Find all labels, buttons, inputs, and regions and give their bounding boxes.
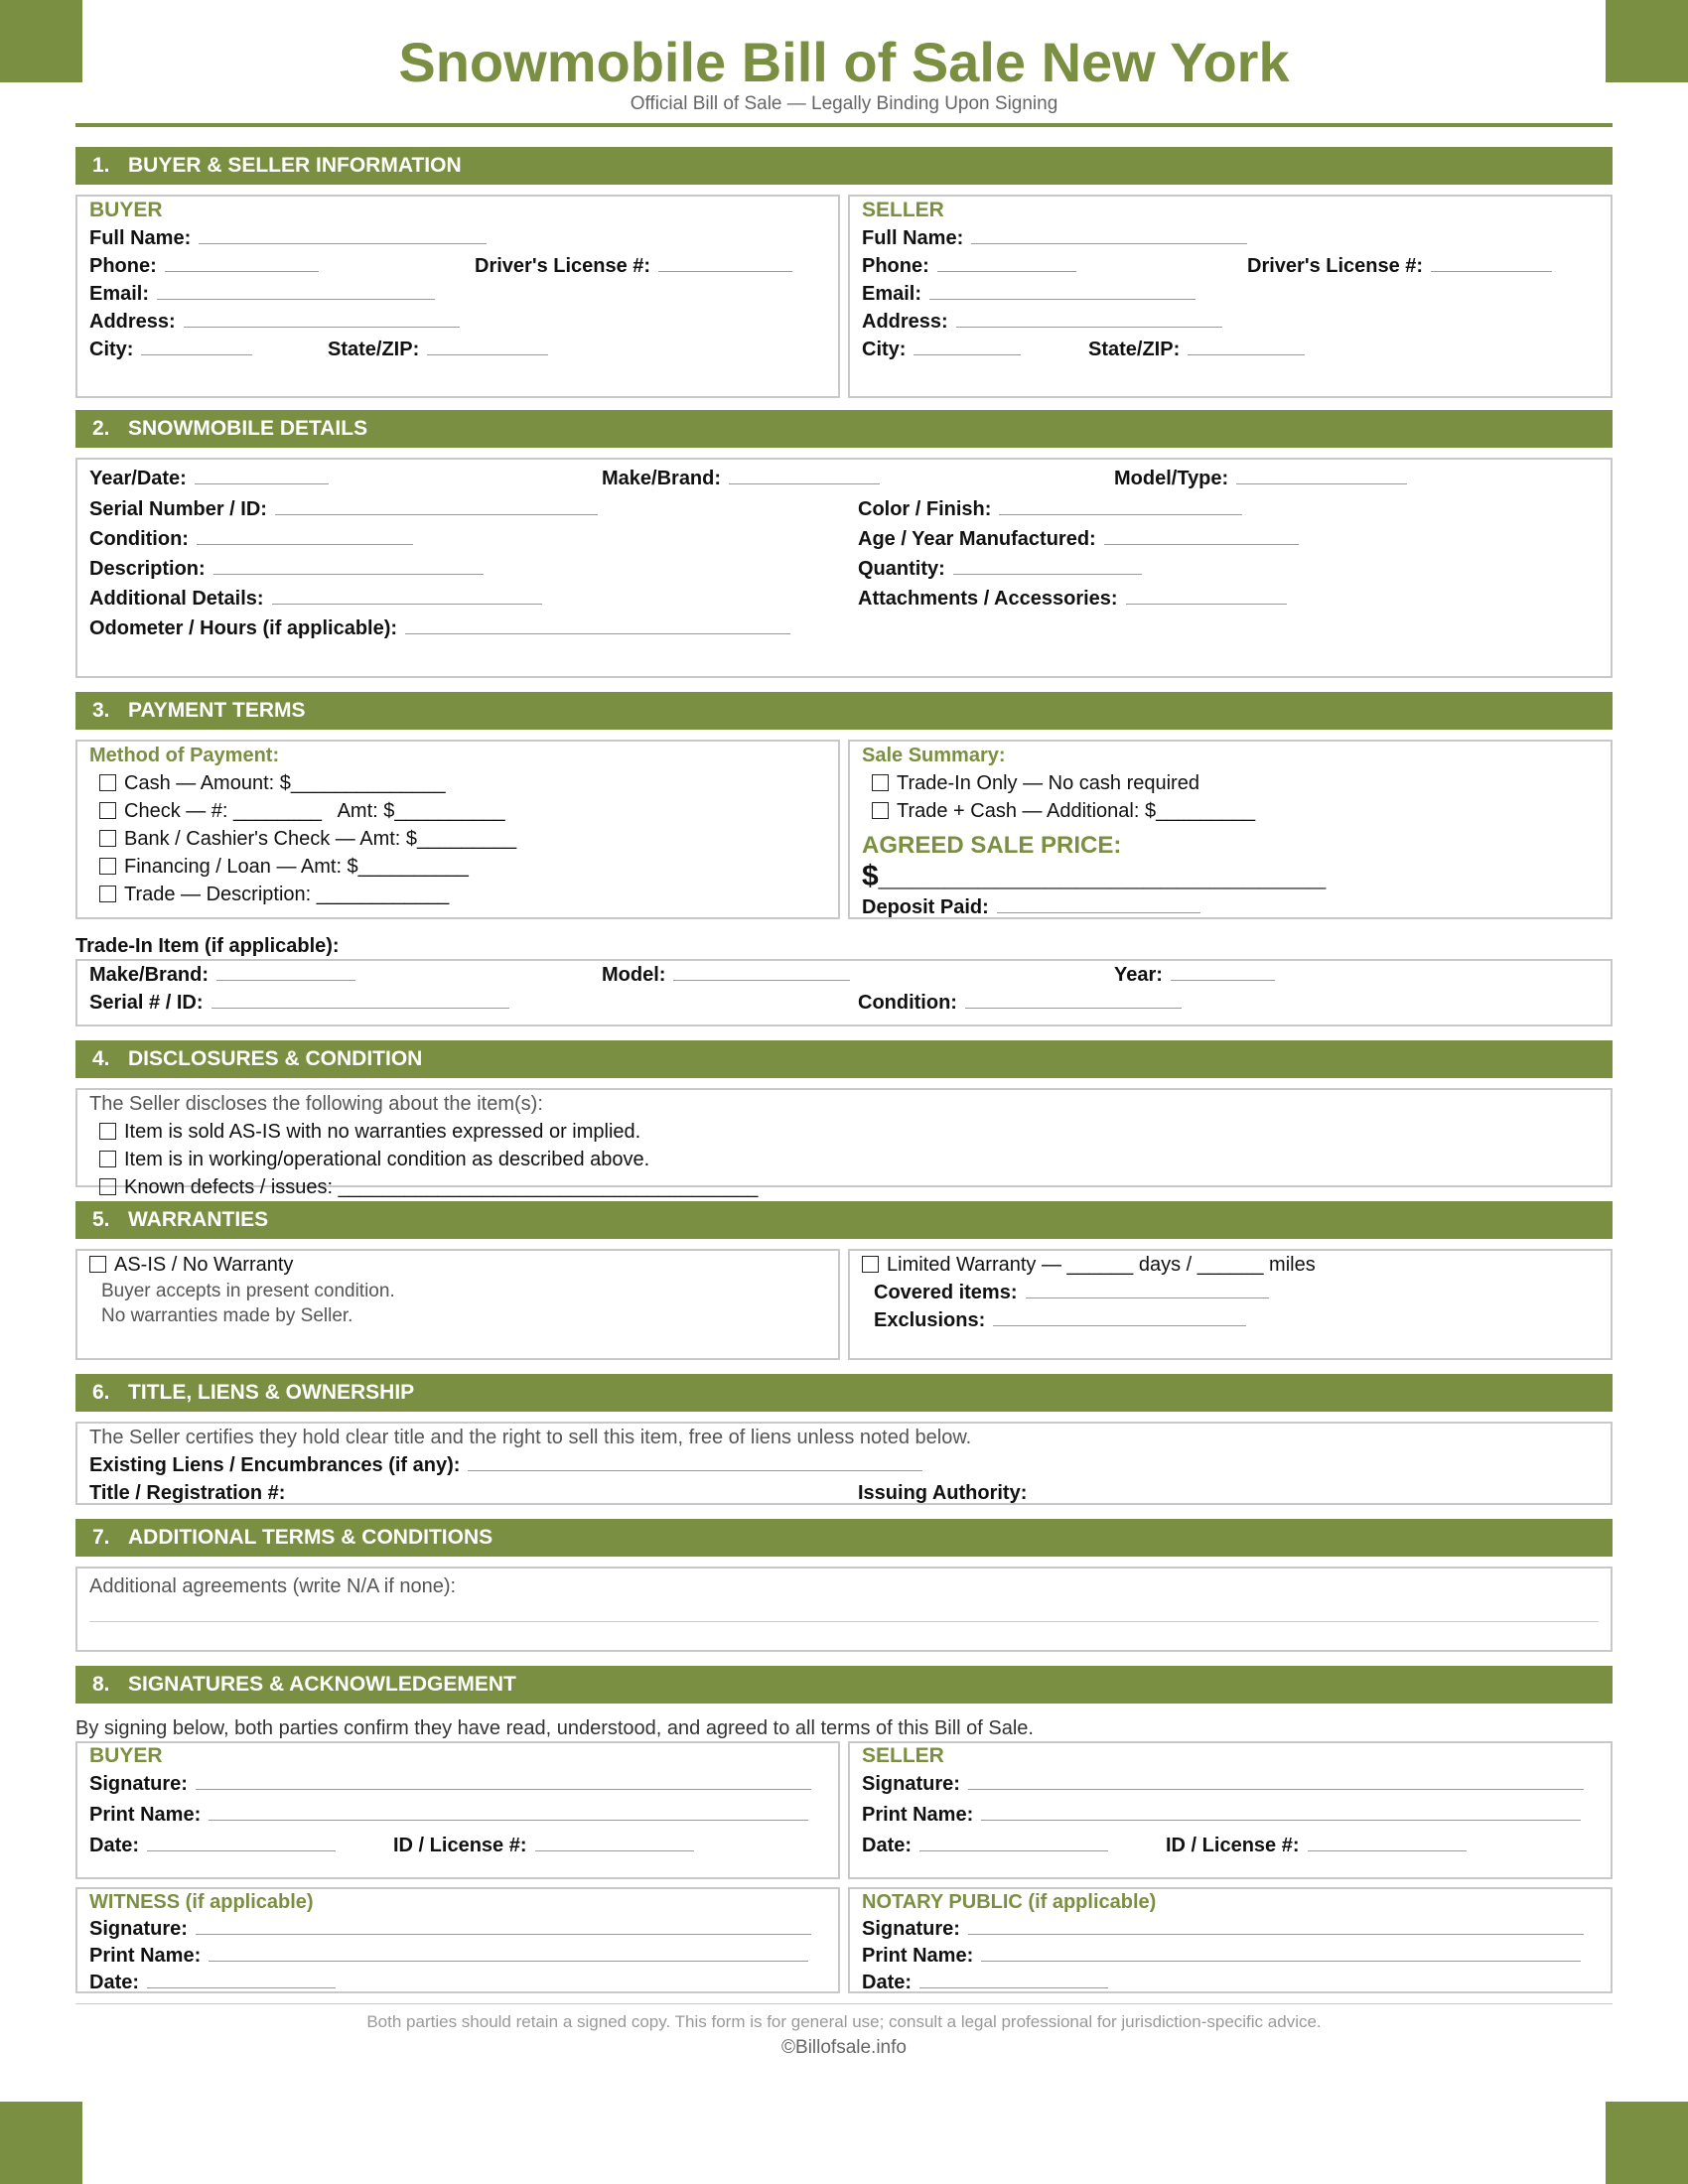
document-subtitle: Official Bill of Sale — Legally Binding Upon Signing xyxy=(630,93,1058,114)
covered-items-label: Covered items: xyxy=(874,1282,1018,1303)
sale-summary-heading: Sale Summary: xyxy=(862,745,1006,766)
section-3-title: PAYMENT TERMS xyxy=(128,699,306,722)
seller-full-name-field[interactable] xyxy=(971,226,1247,244)
buyer-phone-label: Phone: xyxy=(89,255,157,277)
seller-id-license-label: ID / License #: xyxy=(1166,1835,1300,1856)
section-8-number: 8. xyxy=(92,1673,110,1696)
as-is-disclosure-checkbox[interactable] xyxy=(99,1123,116,1140)
buyer-info-box xyxy=(75,195,840,398)
trade-checkbox[interactable] xyxy=(99,886,116,902)
buyer-full-name-label: Full Name: xyxy=(89,227,192,249)
trade-in-condition-label: Condition: xyxy=(858,992,957,1014)
additional-terms-field[interactable] xyxy=(89,1600,1599,1622)
corner-decoration-top-left xyxy=(0,0,82,82)
seller-city-field[interactable] xyxy=(914,338,1021,355)
buyer-state-zip-label: State/ZIP: xyxy=(328,339,420,360)
seller-heading: SELLER xyxy=(862,199,944,221)
seller-full-name-label: Full Name: xyxy=(862,227,964,249)
buyer-full-name-field[interactable] xyxy=(199,226,487,244)
witness-heading: WITNESS (if applicable) xyxy=(89,1891,314,1913)
seller-signature-heading: SELLER xyxy=(862,1744,944,1767)
notary-date-label: Date: xyxy=(862,1972,913,1993)
limited-warranty-box xyxy=(848,1249,1613,1360)
section-1-number: 1. xyxy=(92,154,110,177)
year-date-label: Year/Date: xyxy=(89,468,187,489)
witness-date-label: Date: xyxy=(89,1972,140,1993)
witness-print-name-field[interactable] xyxy=(209,1944,808,1962)
seller-info-box xyxy=(848,195,1613,398)
seller-email-label: Email: xyxy=(862,283,922,305)
document-page xyxy=(75,0,1613,2062)
seller-state-zip-field[interactable] xyxy=(1188,338,1305,355)
agreed-sale-price-label: AGREED SALE PRICE: xyxy=(862,832,1122,859)
seller-signature-field[interactable] xyxy=(968,1772,1584,1790)
trade-in-heading: Trade-In Item (if applicable): xyxy=(75,935,340,957)
section-3-header xyxy=(75,692,1613,730)
notary-signature-box xyxy=(848,1887,1613,1993)
footer-note: Both parties should retain a signed copy. This form is for general use; consult a legal professional for jurisdiction-specific advice. xyxy=(366,2012,1322,2031)
corner-decoration-top-right xyxy=(1606,0,1688,82)
exclusions-field[interactable] xyxy=(993,1308,1246,1326)
trade-in-box xyxy=(75,959,1613,1026)
known-defects-checkbox[interactable] xyxy=(99,1178,116,1195)
seller-city-label: City: xyxy=(862,339,907,360)
additional-details-field[interactable] xyxy=(272,587,542,605)
section-1-title: BUYER & SELLER INFORMATION xyxy=(128,154,462,177)
buyer-city-label: City: xyxy=(89,339,134,360)
buyer-signature-heading: BUYER xyxy=(89,1744,163,1767)
check-option-label: Check — #: ________ Amt: $__________ xyxy=(124,800,505,822)
additional-details-label: Additional Details: xyxy=(89,588,264,610)
buyer-license-field[interactable] xyxy=(658,254,792,272)
buyer-id-license-field[interactable] xyxy=(535,1834,694,1851)
section-6-header xyxy=(75,1374,1613,1412)
description-label: Description: xyxy=(89,558,206,580)
seller-address-field[interactable] xyxy=(956,310,1222,328)
quantity-field[interactable] xyxy=(953,557,1142,575)
make-brand-label: Make/Brand: xyxy=(602,468,722,489)
notary-signature-label: Signature: xyxy=(862,1918,960,1940)
serial-number-label: Serial Number / ID: xyxy=(89,498,267,520)
disclosures-box xyxy=(75,1088,1613,1198)
seller-signature-box xyxy=(848,1741,1613,1879)
bank-check-option-label: Bank / Cashier's Check — Amt: $_________ xyxy=(124,828,517,850)
buyer-email-label: Email: xyxy=(89,283,150,305)
section-1-header xyxy=(75,147,1613,185)
buyer-heading: BUYER xyxy=(89,199,163,221)
section-5-body xyxy=(75,1249,1613,1360)
section-4-title: DISCLOSURES & CONDITION xyxy=(128,1047,423,1070)
color-finish-field[interactable] xyxy=(999,497,1242,515)
existing-liens-label: Existing Liens / Encumbrances (if any): xyxy=(89,1454,461,1476)
trade-in-year-label: Year: xyxy=(1114,964,1163,986)
section-7-title: ADDITIONAL TERMS & CONDITIONS xyxy=(128,1526,493,1549)
seller-date-field[interactable] xyxy=(919,1834,1108,1851)
section-7-header xyxy=(75,1519,1613,1557)
trade-in-make-label: Make/Brand: xyxy=(89,964,210,986)
agreed-sale-price-field[interactable]: $___________________________ xyxy=(862,860,1327,892)
condition-label: Condition: xyxy=(89,528,189,550)
trade-in-only-checkbox[interactable] xyxy=(872,774,889,791)
notary-print-name-field[interactable] xyxy=(981,1944,1581,1962)
section-2-number: 2. xyxy=(92,417,110,440)
section-4-number: 4. xyxy=(92,1047,110,1070)
trade-in-make-field[interactable] xyxy=(216,963,355,981)
trade-in-condition-field[interactable] xyxy=(965,991,1182,1009)
known-defects-label: Known defects / issues: ______________________________________ xyxy=(124,1176,759,1198)
seller-print-name-field[interactable] xyxy=(981,1803,1581,1821)
as-is-note-1: Buyer accepts in present condition. xyxy=(101,1281,395,1301)
corner-decoration-bottom-left xyxy=(0,2102,82,2184)
additional-terms-intro: Additional agreements (write N/A if none): xyxy=(89,1575,457,1597)
section-6-title: TITLE, LIENS & OWNERSHIP xyxy=(128,1381,415,1404)
buyer-id-license-label: ID / License #: xyxy=(393,1835,527,1856)
title-registration-label: Title / Registration #: xyxy=(89,1482,286,1504)
trade-in-model-label: Model: xyxy=(602,964,666,986)
corner-decoration-bottom-right xyxy=(1606,2102,1688,2184)
issuing-authority-label: Issuing Authority: xyxy=(858,1482,1028,1504)
document-title: Snowmobile Bill of Sale New York xyxy=(398,31,1290,93)
check-checkbox[interactable] xyxy=(99,802,116,819)
year-date-field[interactable] xyxy=(195,467,329,484)
notary-date-field[interactable] xyxy=(919,1971,1108,1988)
buyer-license-label: Driver's License #: xyxy=(475,255,651,277)
witness-notary-signatures xyxy=(75,1887,1613,1993)
seller-print-name-label: Print Name: xyxy=(862,1804,974,1826)
section-5-number: 5. xyxy=(92,1208,110,1231)
limited-warranty-checkbox[interactable] xyxy=(862,1256,879,1273)
section-8-title: SIGNATURES & ACKNOWLEDGEMENT xyxy=(128,1673,516,1696)
odometer-field[interactable] xyxy=(405,616,790,634)
model-type-label: Model/Type: xyxy=(1114,468,1229,489)
witness-signature-field[interactable] xyxy=(196,1917,811,1935)
seller-license-label: Driver's License #: xyxy=(1247,255,1424,277)
age-year-label: Age / Year Manufactured: xyxy=(858,528,1096,550)
seller-license-field[interactable] xyxy=(1431,254,1552,272)
odometer-label: Odometer / Hours (if applicable): xyxy=(89,617,398,639)
seller-email-field[interactable] xyxy=(929,282,1196,300)
seller-address-label: Address: xyxy=(862,311,948,333)
footer-rule xyxy=(75,2003,1613,2004)
working-condition-checkbox[interactable] xyxy=(99,1151,116,1167)
buyer-print-name-label: Print Name: xyxy=(89,1804,202,1826)
witness-signature-label: Signature: xyxy=(89,1918,188,1940)
witness-print-name-label: Print Name: xyxy=(89,1945,202,1967)
trade-in-only-label: Trade-In Only — No cash required xyxy=(897,772,1199,794)
trade-plus-cash-label: Trade + Cash — Additional: $_________ xyxy=(897,800,1256,822)
buyer-date-label: Date: xyxy=(89,1835,140,1856)
section-1-body xyxy=(75,195,1613,398)
trade-in-serial-label: Serial # / ID: xyxy=(89,992,204,1014)
financing-checkbox[interactable] xyxy=(99,858,116,875)
description-field[interactable] xyxy=(213,557,484,575)
buyer-signature-box xyxy=(75,1741,840,1879)
section-3-number: 3. xyxy=(92,699,110,722)
as-is-disclosure-label: Item is sold AS-IS with no warranties expressed or implied. xyxy=(124,1121,641,1143)
attachments-field[interactable] xyxy=(1126,587,1287,605)
sale-summary-box xyxy=(848,740,1613,919)
attachments-label: Attachments / Accessories: xyxy=(858,588,1118,610)
existing-liens-field[interactable] xyxy=(468,1453,922,1471)
footer-brand: ©Billofsale.info xyxy=(781,2037,907,2058)
snowmobile-details-box xyxy=(75,458,1613,678)
cash-checkbox[interactable] xyxy=(99,774,116,791)
buyer-state-zip-field[interactable] xyxy=(427,338,548,355)
section-5-header xyxy=(75,1201,1613,1239)
buyer-address-field[interactable] xyxy=(184,310,460,328)
seller-phone-field[interactable] xyxy=(937,254,1076,272)
notary-print-name-label: Print Name: xyxy=(862,1945,974,1967)
seller-date-label: Date: xyxy=(862,1835,913,1856)
section-5-title: WARRANTIES xyxy=(128,1208,269,1231)
payment-method-box xyxy=(75,740,840,919)
buyer-signature-field[interactable] xyxy=(196,1772,811,1790)
model-type-field[interactable] xyxy=(1236,467,1407,484)
additional-terms-box xyxy=(75,1567,1613,1652)
limited-warranty-label: Limited Warranty — ______ days / ______ miles xyxy=(887,1254,1316,1276)
section-8-header xyxy=(75,1666,1613,1704)
section-6-number: 6. xyxy=(92,1381,110,1404)
deposit-paid-label: Deposit Paid: xyxy=(862,896,989,918)
witness-signature-box xyxy=(75,1887,840,1993)
seller-signature-label: Signature: xyxy=(862,1773,960,1795)
age-year-field[interactable] xyxy=(1104,527,1299,545)
buyer-date-field[interactable] xyxy=(147,1834,336,1851)
buyer-print-name-field[interactable] xyxy=(209,1803,808,1821)
deposit-paid-field[interactable] xyxy=(997,895,1200,913)
as-is-warranty-checkbox[interactable] xyxy=(89,1256,106,1273)
as-is-warranty-label: AS-IS / No Warranty xyxy=(114,1254,294,1276)
covered-items-field[interactable] xyxy=(1026,1281,1269,1298)
section-4-header xyxy=(75,1040,1613,1078)
section-2-title: SNOWMOBILE DETAILS xyxy=(128,417,368,440)
trade-in-year-field[interactable] xyxy=(1171,963,1275,981)
seller-phone-label: Phone: xyxy=(862,255,929,277)
payment-method-heading: Method of Payment: xyxy=(89,745,280,766)
buyer-address-label: Address: xyxy=(89,311,176,333)
as-is-warranty-box xyxy=(75,1249,840,1360)
as-is-note-2: No warranties made by Seller. xyxy=(101,1305,353,1326)
working-condition-label: Item is in working/operational condition as described above. xyxy=(124,1149,650,1170)
make-brand-field[interactable] xyxy=(729,467,880,484)
party-signatures xyxy=(75,1741,1613,1879)
seller-id-license-field[interactable] xyxy=(1308,1834,1467,1851)
buyer-email-field[interactable] xyxy=(157,282,435,300)
color-finish-label: Color / Finish: xyxy=(858,498,992,520)
buyer-city-field[interactable] xyxy=(141,338,252,355)
condition-field[interactable] xyxy=(197,527,413,545)
trade-option-label: Trade — Description: ____________ xyxy=(124,884,450,905)
notary-heading: NOTARY PUBLIC (if applicable) xyxy=(862,1891,1157,1913)
witness-date-field[interactable] xyxy=(147,1971,336,1988)
header-rule xyxy=(75,123,1613,127)
cash-option-label: Cash — Amount: $______________ xyxy=(124,772,446,794)
seller-state-zip-label: State/ZIP: xyxy=(1088,339,1181,360)
bank-check-checkbox[interactable] xyxy=(99,830,116,847)
trade-plus-cash-checkbox[interactable] xyxy=(872,802,889,819)
financing-option-label: Financing / Loan — Amt: $__________ xyxy=(124,856,469,878)
disclosures-intro: The Seller discloses the following about the item(s): xyxy=(89,1093,543,1115)
title-liens-intro: The Seller certifies they hold clear title and the right to sell this item, free of liens unless noted below. xyxy=(89,1427,972,1448)
notary-signature-field[interactable] xyxy=(968,1917,1584,1935)
section-2-header xyxy=(75,410,1613,448)
serial-number-field[interactable] xyxy=(275,497,598,515)
buyer-phone-field[interactable] xyxy=(165,254,319,272)
section-7-number: 7. xyxy=(92,1526,110,1549)
trade-in-model-field[interactable] xyxy=(673,963,850,981)
title-liens-box xyxy=(75,1422,1613,1505)
exclusions-label: Exclusions: xyxy=(874,1309,986,1331)
signatures-intro: By signing below, both parties confirm they have read, understood, and agreed to all terms of this Bill of Sale. xyxy=(75,1717,1034,1739)
buyer-signature-label: Signature: xyxy=(89,1773,188,1795)
trade-in-serial-field[interactable] xyxy=(211,991,509,1009)
quantity-label: Quantity: xyxy=(858,558,945,580)
section-3-body xyxy=(75,740,1613,919)
